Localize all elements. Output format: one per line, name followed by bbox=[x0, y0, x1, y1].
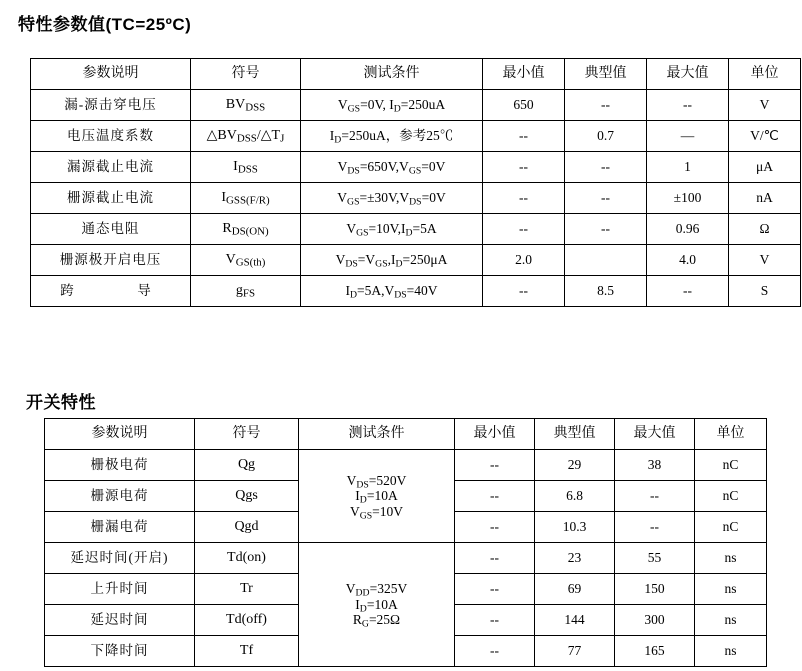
param-symbol: $R_{DS(ON)}$ bbox=[191, 214, 301, 245]
param-min: -- bbox=[483, 152, 565, 183]
table-row bbox=[45, 450, 767, 481]
param-typ bbox=[565, 245, 647, 276]
param-unit: nA bbox=[729, 183, 801, 214]
table-row bbox=[31, 152, 801, 183]
param-typ: -- bbox=[565, 183, 647, 214]
param-condition: $V_{GS}=10V,I_D=5A$ bbox=[301, 214, 483, 245]
table-row bbox=[31, 245, 801, 276]
param-description: 上升时间 bbox=[45, 574, 195, 605]
param-max: — bbox=[647, 121, 729, 152]
column-header-description: 参数说明 bbox=[31, 59, 191, 90]
section-title-characteristics: 特性参数值(TC=25ºC) bbox=[18, 15, 192, 34]
param-symbol: $BV_{DSS}$ bbox=[191, 90, 301, 121]
param-min: -- bbox=[455, 636, 535, 667]
param-typ: 144 bbox=[535, 605, 615, 636]
param-min: -- bbox=[455, 605, 535, 636]
param-unit: S bbox=[729, 276, 801, 307]
param-condition: $I_D=250uA$，参考25℃ bbox=[301, 121, 483, 152]
param-symbol: $I_{DSS}$ bbox=[191, 152, 301, 183]
param-description: 下降时间 bbox=[45, 636, 195, 667]
column-header-max: 最大值 bbox=[647, 59, 729, 90]
param-condition: $I_D=5A,V_{DS}=40V$ bbox=[301, 276, 483, 307]
param-min: -- bbox=[455, 512, 535, 543]
param-typ: 69 bbox=[535, 574, 615, 605]
param-symbol: Tf bbox=[195, 636, 299, 667]
column-header-test-condition: 测试条件 bbox=[301, 59, 483, 90]
param-unit: ns bbox=[695, 636, 767, 667]
param-min: -- bbox=[483, 214, 565, 245]
param-unit: nC bbox=[695, 512, 767, 543]
column-header-min: 最小值 bbox=[455, 419, 535, 450]
param-unit: ns bbox=[695, 543, 767, 574]
param-unit: μA bbox=[729, 152, 801, 183]
param-symbol: Tr bbox=[195, 574, 299, 605]
param-unit: V/℃ bbox=[729, 121, 801, 152]
column-header-symbol: 符号 bbox=[191, 59, 301, 90]
param-typ: 23 bbox=[535, 543, 615, 574]
column-header-unit: 单位 bbox=[695, 419, 767, 450]
table-row bbox=[31, 121, 801, 152]
param-typ: 6.8 bbox=[535, 481, 615, 512]
param-typ: 29 bbox=[535, 450, 615, 481]
column-header-description: 参数说明 bbox=[45, 419, 195, 450]
param-symbol: Qgs bbox=[195, 481, 299, 512]
param-max: 0.96 bbox=[647, 214, 729, 245]
param-description: 延迟时间(开启) bbox=[45, 543, 195, 574]
param-max: 38 bbox=[615, 450, 695, 481]
param-max: -- bbox=[615, 512, 695, 543]
table-row bbox=[31, 214, 801, 245]
param-symbol: Qgd bbox=[195, 512, 299, 543]
section-title-switching: 开关特性 bbox=[26, 393, 96, 412]
column-header-max: 最大值 bbox=[615, 419, 695, 450]
table-row bbox=[31, 276, 801, 307]
param-unit: V bbox=[729, 90, 801, 121]
param-description: 栅源电荷 bbox=[45, 481, 195, 512]
table-row bbox=[31, 90, 801, 121]
param-unit: Ω bbox=[729, 214, 801, 245]
param-description: 延迟时间 bbox=[45, 605, 195, 636]
param-symbol: Td(on) bbox=[195, 543, 299, 574]
param-description: 漏源截止电流 bbox=[31, 152, 191, 183]
param-unit: ns bbox=[695, 605, 767, 636]
table-row bbox=[45, 543, 767, 574]
param-symbol: $V_{GS(th)}$ bbox=[191, 245, 301, 276]
param-min: -- bbox=[483, 183, 565, 214]
param-condition: $V_{GS}=0V$, $I_D=250uA$ bbox=[301, 90, 483, 121]
param-min: -- bbox=[455, 450, 535, 481]
param-typ: -- bbox=[565, 90, 647, 121]
param-description: 电压温度系数 bbox=[31, 121, 191, 152]
param-max: 55 bbox=[615, 543, 695, 574]
param-typ: 8.5 bbox=[565, 276, 647, 307]
param-max: -- bbox=[647, 276, 729, 307]
param-symbol: $\triangle BV_{DSS}/\triangle T_J$ bbox=[191, 121, 301, 152]
param-condition: $V_{DS}=650V,V_{GS}=0V$ bbox=[301, 152, 483, 183]
param-symbol: Td(off) bbox=[195, 605, 299, 636]
param-max: 1 bbox=[647, 152, 729, 183]
param-symbol: Qg bbox=[195, 450, 299, 481]
param-condition-group: $V_{DD}=325V$ $I_D=10A$ $R_G=25\Omega$ bbox=[299, 543, 455, 667]
param-min: -- bbox=[455, 543, 535, 574]
table-header-row bbox=[45, 419, 767, 450]
table-row bbox=[31, 183, 801, 214]
param-min: 650 bbox=[483, 90, 565, 121]
param-description: 通态电阻 bbox=[31, 214, 191, 245]
param-max: 4.0 bbox=[647, 245, 729, 276]
table-header-row bbox=[31, 59, 801, 90]
characteristics-table-container bbox=[30, 58, 801, 307]
param-max: ±100 bbox=[647, 183, 729, 214]
column-header-typ: 典型值 bbox=[565, 59, 647, 90]
param-typ: 77 bbox=[535, 636, 615, 667]
param-typ: -- bbox=[565, 152, 647, 183]
param-description: 栅漏电荷 bbox=[45, 512, 195, 543]
param-condition-group: $V_{DS}=520V$ $I_D=10A$ $V_{GS}=10V$ bbox=[299, 450, 455, 543]
param-max: 300 bbox=[615, 605, 695, 636]
param-condition: $V_{GS}=\pm 30V,V_{DS}=0V$ bbox=[301, 183, 483, 214]
column-header-min: 最小值 bbox=[483, 59, 565, 90]
param-min: -- bbox=[483, 121, 565, 152]
param-description: 栅源极开启电压 bbox=[31, 245, 191, 276]
param-symbol: $I_{GSS(F/R)}$ bbox=[191, 183, 301, 214]
param-description: 栅极电荷 bbox=[45, 450, 195, 481]
param-min: 2.0 bbox=[483, 245, 565, 276]
param-min: -- bbox=[455, 481, 535, 512]
param-typ: 0.7 bbox=[565, 121, 647, 152]
param-typ: -- bbox=[565, 214, 647, 245]
param-min: -- bbox=[455, 574, 535, 605]
param-max: -- bbox=[647, 90, 729, 121]
param-description: 跨 导 bbox=[31, 276, 191, 307]
column-header-test-condition: 测试条件 bbox=[299, 419, 455, 450]
param-unit: ns bbox=[695, 574, 767, 605]
param-max: 150 bbox=[615, 574, 695, 605]
param-symbol: $g_{FS}$ bbox=[191, 276, 301, 307]
param-max: 165 bbox=[615, 636, 695, 667]
switching-table bbox=[44, 418, 767, 667]
param-min: -- bbox=[483, 276, 565, 307]
column-header-unit: 单位 bbox=[729, 59, 801, 90]
characteristics-table bbox=[30, 58, 801, 307]
column-header-typ: 典型值 bbox=[535, 419, 615, 450]
param-condition: $V_{DS}=V_{GS},I_D=250\mu A$ bbox=[301, 245, 483, 276]
switching-table-container bbox=[44, 418, 767, 667]
param-max: -- bbox=[615, 481, 695, 512]
param-unit: nC bbox=[695, 450, 767, 481]
param-typ: 10.3 bbox=[535, 512, 615, 543]
column-header-symbol: 符号 bbox=[195, 419, 299, 450]
param-description: 栅源截止电流 bbox=[31, 183, 191, 214]
param-description: 漏-源击穿电压 bbox=[31, 90, 191, 121]
param-unit: nC bbox=[695, 481, 767, 512]
param-unit: V bbox=[729, 245, 801, 276]
